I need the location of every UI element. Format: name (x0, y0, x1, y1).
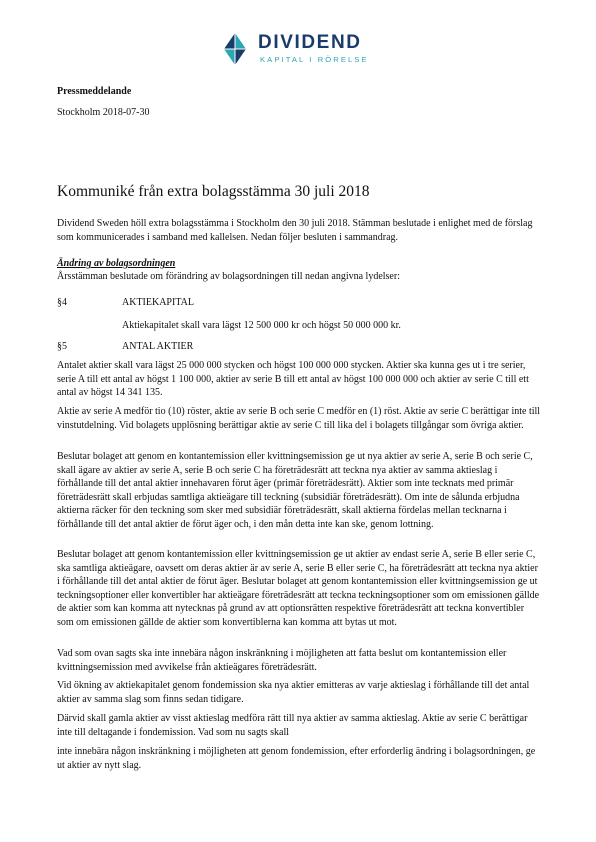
body-paragraph: Vad som ovan sagts ska inte innebära någon inskränkning i möjligheten att fatta beslut om kontantemission eller kvittningsemission med avvikelse från aktieägares företrädesrätt. (57, 648, 507, 673)
logo-tagline: KAPITAL I RÖRELSE (260, 55, 369, 64)
section-number: §4 (57, 297, 67, 308)
company-logo (218, 30, 388, 70)
section-body: Aktiekapitalet skall vara lägst 12 500 000 kr och högst 50 000 000 kr. (122, 320, 401, 331)
body-paragraph: Aktie av serie A medför tio (10) röster, aktie av serie B och serie C medför en (1) röst. Aktie av serie C berättigar inte till vinstutdelning. Vid bolagets upplösning berättigar aktie av serie C till lika del i bolagets tillgångar som övriga aktier. (57, 406, 541, 431)
subheading: Ändring av bolagsordningen (57, 258, 176, 269)
body-paragraph: Beslutar bolaget att genom en kontantemission eller kvittningsemission ge ut nya aktier av serie A, serie B och serie C, skall ägare av aktier av serie A, serie B och serie C ha företrädesrätt att teckna nya aktier av samma aktieslag i förhållande till det antal aktier innehavaren förut äger (primär företrädesrätt). Aktier som inte tecknats med primär företrädesrätt skall erbjudas samtliga aktieägare till teckning (subsidiär företrädesrätt). Om inte de sålunda erbjudna aktierna räcker för den teckning som sker med subsidiär företrädesrätt, skall aktierna fördelas mellan tecknarna i förhållande till det antal aktier de förut äger och, i den mån detta inte kan ske, genom lottning. (57, 451, 533, 530)
logo-name: DIVIDEND (258, 32, 362, 53)
place-date: Stockholm 2018-07-30 (57, 107, 150, 118)
section-number: §5 (57, 341, 67, 352)
body-paragraph: Därvid skall gamla aktier av visst aktieslag medföra rätt till nya aktier av samma aktieslag. Aktie av serie C berättigar inte till deltagande i fondemission. Vad som nu sagts skall (57, 713, 528, 738)
page-title: Kommuniké från extra bolagsstämma 30 juli 2018 (57, 183, 370, 200)
intro-paragraph: Dividend Sweden höll extra bolagsstämma i Stockholm den 30 juli 2018. Stämman beslutade i enlighet med de förslag som kommunicerades i samband med kallelsen. Nedan följer besluten i sammandrag. (57, 218, 533, 243)
body-paragraph: Vid ökning av aktiekapitalet genom fondemission ska nya aktier emitteras av varje aktieslag i förhållande till det antal aktier av samma slag som finns sedan tidigare. (57, 680, 530, 705)
section-title: AKTIEKAPITAL (122, 297, 194, 308)
dividend-logo-mark-icon (218, 32, 252, 66)
subheading-text: Årsstämman beslutade om förändring av bolagsordningen till nedan angivna lydelser: (57, 271, 400, 282)
body-paragraph: inte innebära någon inskränkning i möjligheten att genom fondemission, efter erforderlig ändring i bolagsordningen, ge ut aktier av nytt slag. (57, 746, 536, 771)
body-paragraph: Beslutar bolaget att genom kontantemission eller kvittningsemission ge ut aktier av endast serie A, serie B eller serie C, ska samtliga aktieägare, oavsett om deras aktier är av serie A, serie B eller serie C, ha företrädesrätt att teckna nya aktier i förhållande till det antal aktier de förut äger. Beslutar bolaget att genom kontantemission eller kvittningsemission ge ut teckningsoptioner eller konvertibler har aktieägare företrädesrätt att teckna teckningsoptioner som om emissionen gällde de aktier som kan komma att nytecknas på grund av att optionsrätten respektive företrädesrätt att teckna konvertibler som om emissionen gällde de aktier som konvertiblerna kan komma att bytas ut mot. (57, 549, 540, 628)
body-paragraph: Antalet aktier skall vara lägst 25 000 000 stycken och högst 100 000 000 stycken. Aktier ska kunna ges ut i tre serier, serie A till ett antal av högst 1 100 000, aktier av serie B till ett antal av högst 100 000 000 och aktier av serie C till ett antal av högst 14 341 135. (57, 360, 529, 399)
press-release-label: Pressmeddelande (57, 86, 132, 97)
section-title: ANTAL AKTIER (122, 341, 194, 352)
